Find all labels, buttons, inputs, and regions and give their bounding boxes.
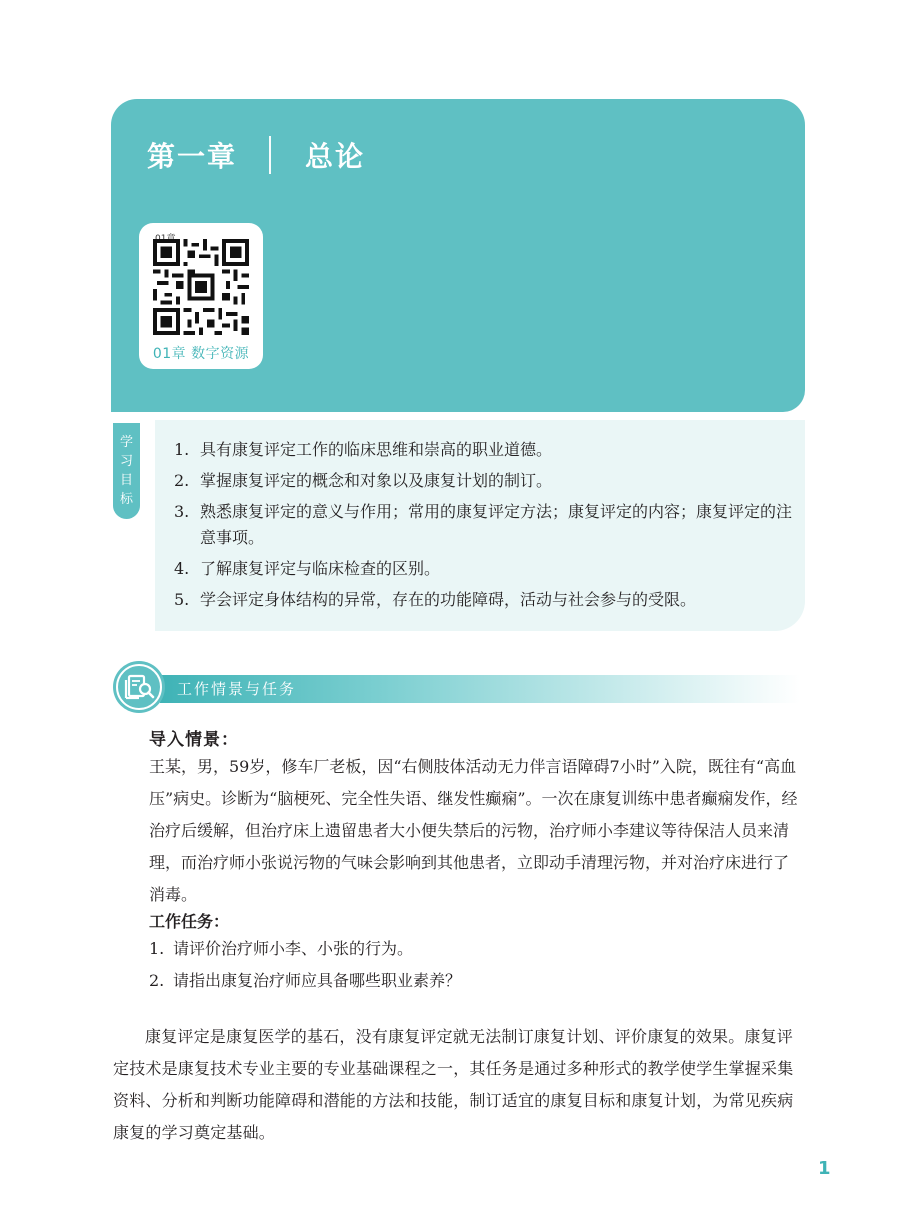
qr-resource-card[interactable] [139,223,263,369]
chapter-title [147,135,365,175]
learning-objectives-tab [113,423,140,519]
list-item [174,468,794,494]
item-number: 2. [149,971,165,990]
list-item [174,437,794,463]
list-item [149,965,461,997]
scenario-heading: 导入情景： [149,730,239,750]
qr-label: 01章 数字资源 [152,346,250,362]
item-text: 请评价治疗师小李、小张的行为。 [173,939,414,958]
objectives-list [174,437,794,618]
item-number: 1. [149,939,165,958]
list-item [174,499,794,551]
document-search-icon [113,661,165,713]
item-text: 熟悉康复评定的意义与作用；常用的康复评定方法；康复评定的内容；康复评定的注意事项。 [200,502,793,547]
task-heading: 工作任务： [149,912,230,931]
item-number: 2. [174,471,190,490]
tab-char: 标 [119,492,133,507]
item-text: 学会评定身体结构的异常，存在的功能障碍，活动与社会参与的受限。 [200,590,697,609]
chapter-header [111,99,805,412]
item-number: 3. [174,502,190,521]
section-icon-badge [113,661,165,713]
item-number: 5. [174,590,190,609]
item-text: 了解康复评定与临床检查的区别。 [200,559,441,578]
page-number: 1 [818,1158,831,1179]
item-text: 掌握康复评定的概念和对象以及康复计划的制订。 [200,471,553,490]
body-paragraph: 康复评定是康复医学的基石，没有康复评定就无法制订康复计划、评价康复的效果。康复评定技术是康复技术专业主要的专业基础课程之一，其任务是通过多种形式的教学使学生掌握采集资料、分析和判断功能障碍和潜能的方法和技能，制订适宜的康复目标和康复计划，为常见疾病康复的学习奠定基础。 [113,1027,794,1142]
item-text: 请指出康复治疗师应具备哪些职业素养？ [173,971,462,990]
list-item [149,933,461,965]
scenario-text: 王某，男，59岁，修车厂老板，因“右侧肢体活动无力伴言语障碍7小时”入院，既往有“高血压”病史。诊断为“脑梗死、完全性失语、继发性癫痫”。一次在康复训练中患者癫痫发作，经治疗后缓解，但治疗床上遗留患者大小便失禁后的污物，治疗师小李建议等待保洁人员来清理，而治疗师小张说污物的气味会影响到其他患者，立即动手清理污物，并对治疗床进行了消毒。 [149,757,798,904]
chapter-number: 第一章 [147,140,238,173]
item-number: 1. [174,440,190,459]
chapter-name: 总论 [305,140,366,173]
list-item [174,556,794,582]
tab-char: 学 [119,435,133,450]
tab-char: 目 [119,473,133,488]
item-number: 4. [174,559,190,578]
section-title: 工作情景与任务 [177,680,297,698]
task-list [149,933,461,997]
qr-code-icon [153,239,249,335]
title-divider [269,136,271,174]
list-item [174,587,794,613]
tab-char: 习 [119,454,133,469]
item-text: 具有康复评定工作的临床思维和崇高的职业道德。 [200,440,553,459]
